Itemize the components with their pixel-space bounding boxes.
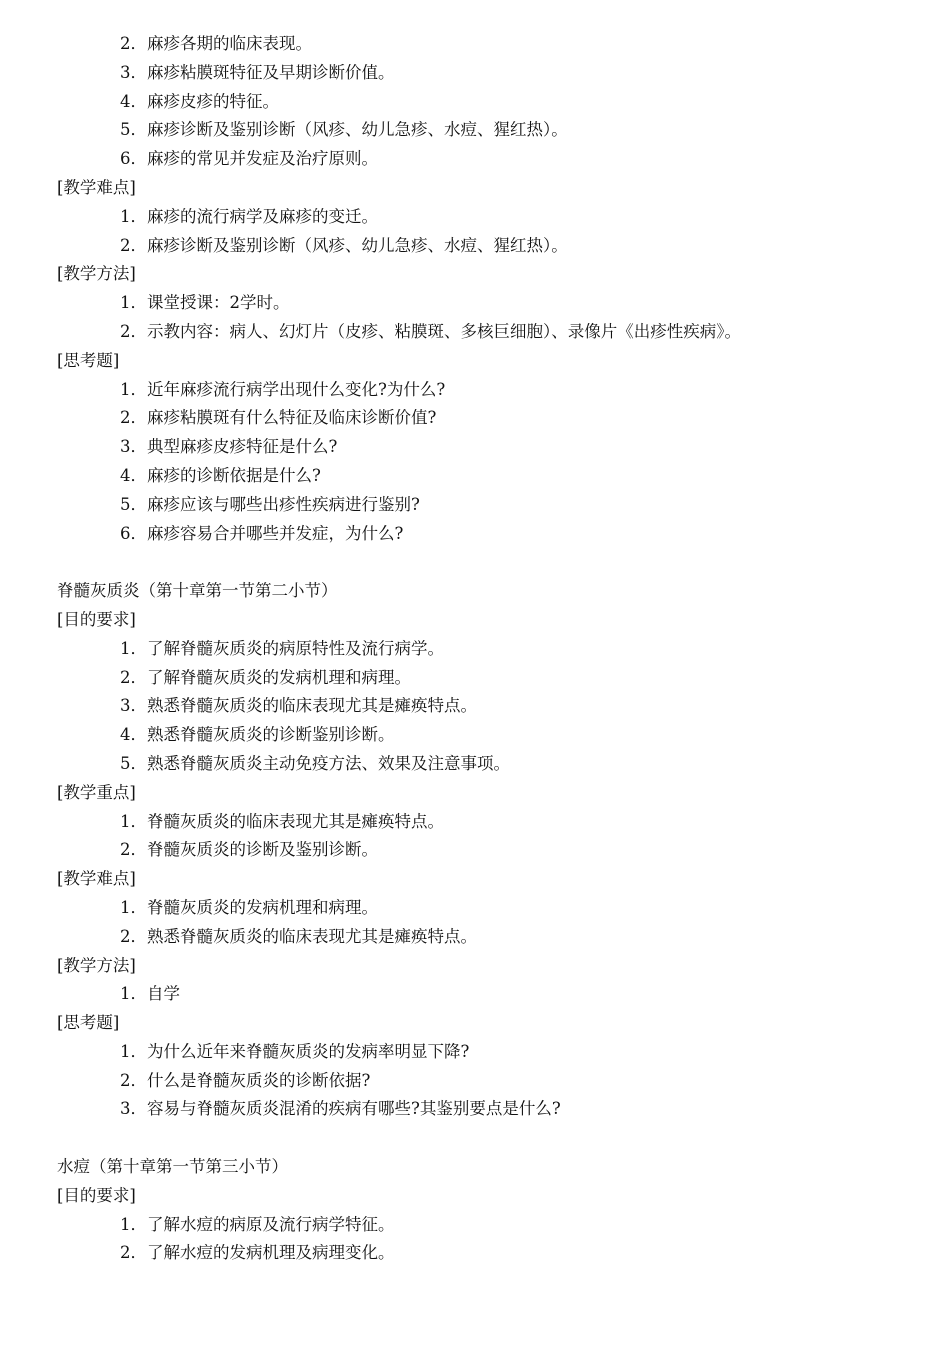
varicella-goal-item: 2．了解水痘的发病机理及病理变化。 xyxy=(120,1243,395,1263)
polio-goals-heading: [目的要求] xyxy=(57,609,136,629)
polio-goal-item: 4．熟悉脊髓灰质炎的诊断鉴别诊断。 xyxy=(120,725,395,745)
measles-section xyxy=(0,30,951,548)
polio-difficulty-item: 2．熟悉脊髓灰质炎的临床表现尤其是瘫痪特点。 xyxy=(120,926,477,946)
measles-difficulty-item: 2．麻疹诊断及鉴别诊断（风疹、幼儿急疹、水痘、猩红热）。 xyxy=(120,235,568,255)
measles-focus-item: 3．麻疹粘膜斑特征及早期诊断价值。 xyxy=(120,62,395,82)
polio-questions-heading: [思考题] xyxy=(57,1013,120,1033)
polio-question-item: 3．容易与脊髓灰质炎混淆的疾病有哪些?其鉴别要点是什么? xyxy=(120,1099,561,1119)
polio-title: 脊髓灰质炎（第十章第一节第二小节） xyxy=(57,581,338,601)
measles-focus-item: 4．麻疹皮疹的特征。 xyxy=(120,91,279,111)
polio-question-item: 1．为什么近年来脊髓灰质炎的发病率明显下降? xyxy=(120,1041,470,1061)
document-page xyxy=(0,30,951,1268)
polio-focus-item: 1．脊髓灰质炎的临床表现尤其是瘫痪特点。 xyxy=(120,811,444,831)
measles-method-item: 2．示教内容：病人、幻灯片（皮疹、粘膜斑、多核巨细胞）、录像片《出疹性疾病》。 xyxy=(120,321,741,341)
polio-goal-item: 1．了解脊髓灰质炎的病原特性及流行病学。 xyxy=(120,638,444,658)
measles-question-item: 2．麻疹粘膜斑有什么特征及临床诊断价值? xyxy=(120,408,437,428)
polio-focus-item: 2．脊髓灰质炎的诊断及鉴别诊断。 xyxy=(120,840,378,860)
polio-difficulty-item: 1．脊髓灰质炎的发病机理和病理。 xyxy=(120,897,378,917)
polio-section xyxy=(0,577,951,1124)
measles-method-heading: [教学方法] xyxy=(57,264,136,284)
varicella-title: 水痘（第十章第一节第三小节） xyxy=(57,1157,288,1177)
measles-method-item: 1．课堂授课：2学时。 xyxy=(120,293,290,313)
polio-goal-item: 5．熟悉脊髓灰质炎主动免疫方法、效果及注意事项。 xyxy=(120,753,510,773)
measles-focus-item: 5．麻疹诊断及鉴别诊断（风疹、幼儿急疹、水痘、猩红热）。 xyxy=(120,120,568,140)
measles-difficulty-heading: [教学难点] xyxy=(57,177,136,197)
varicella-goals-heading: [目的要求] xyxy=(57,1185,136,1205)
measles-question-item: 3．典型麻疹皮疹特征是什么? xyxy=(120,437,338,457)
section-spacer xyxy=(0,548,951,577)
polio-goal-item: 3．熟悉脊髓灰质炎的临床表现尤其是瘫痪特点。 xyxy=(120,696,477,716)
polio-question-item: 2．什么是脊髓灰质炎的诊断依据? xyxy=(120,1070,371,1090)
measles-question-item: 6．麻疹容易合并哪些并发症，为什么? xyxy=(120,523,404,543)
varicella-section xyxy=(0,1153,951,1268)
measles-focus-item: 6．麻疹的常见并发症及治疗原则。 xyxy=(120,149,378,169)
polio-difficulty-heading: [教学难点] xyxy=(57,869,136,889)
measles-difficulty-item: 1．麻疹的流行病学及麻疹的变迁。 xyxy=(120,206,378,226)
section-spacer xyxy=(0,1124,951,1153)
varicella-goal-item: 1．了解水痘的病原及流行病学特征。 xyxy=(120,1214,395,1234)
polio-method-item: 1．自学 xyxy=(120,984,180,1004)
measles-question-item: 5．麻疹应该与哪些出疹性疾病进行鉴别? xyxy=(120,494,420,514)
measles-questions-heading: [思考题] xyxy=(57,350,120,370)
measles-focus-item: 2．麻疹各期的临床表现。 xyxy=(120,34,312,53)
polio-focus-heading: [教学重点] xyxy=(57,782,136,802)
measles-question-item: 4．麻疹的诊断依据是什么? xyxy=(120,465,321,485)
measles-question-item: 1．近年麻疹流行病学出现什么变化?为什么? xyxy=(120,379,446,399)
polio-goal-item: 2．了解脊髓灰质炎的发病机理和病理。 xyxy=(120,667,411,687)
polio-method-heading: [教学方法] xyxy=(57,955,136,975)
